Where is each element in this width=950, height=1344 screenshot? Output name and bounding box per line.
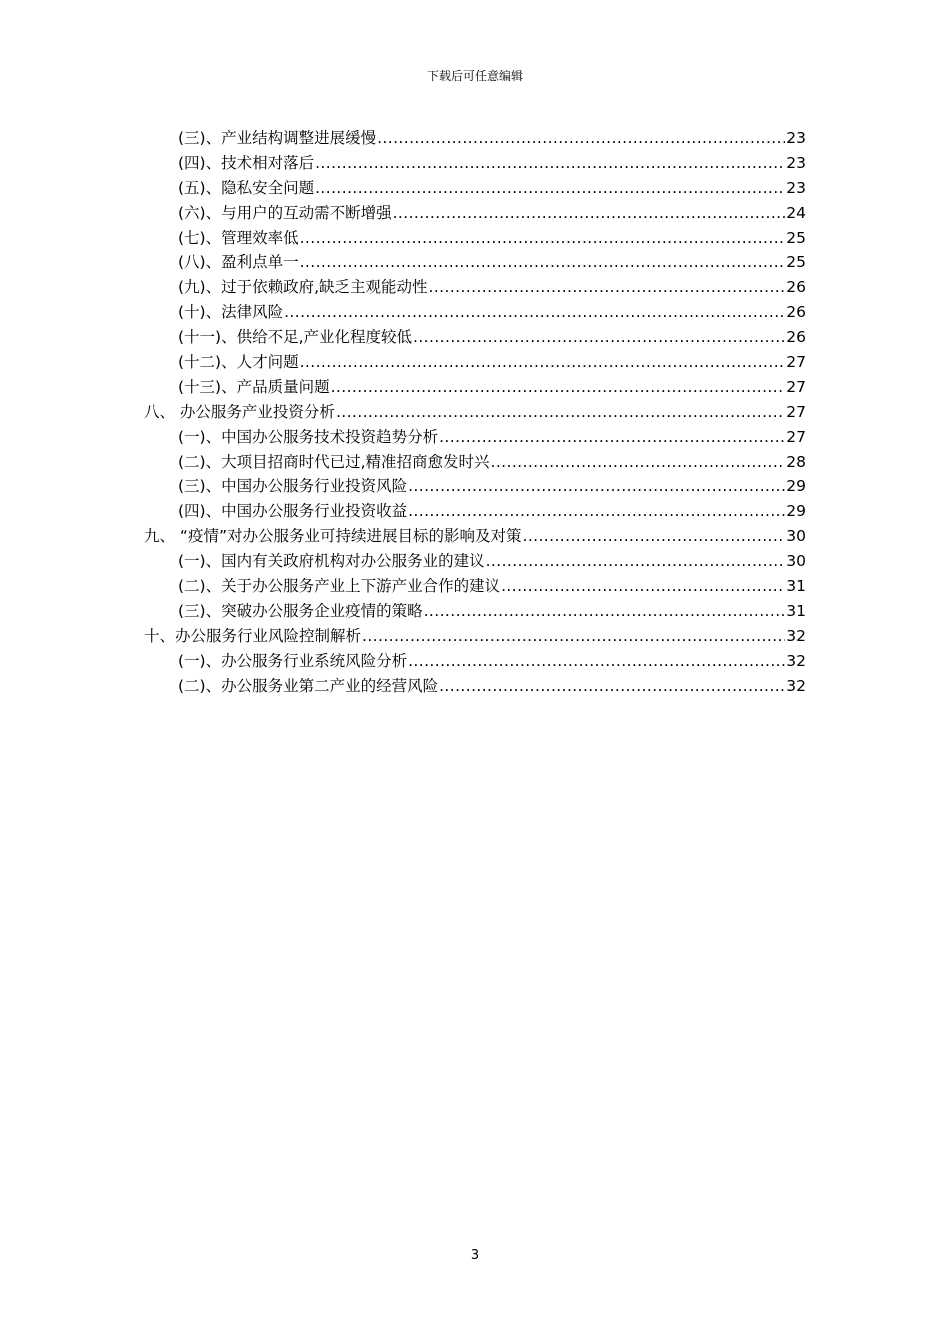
toc-dot-leader	[408, 649, 785, 674]
toc-entry-title: (一)、办公服务行业系统风险分析	[178, 651, 408, 670]
toc-entry-page: 26	[786, 278, 806, 297]
toc-dot-leader	[408, 474, 785, 499]
toc-entry-title: 八、 办公服务产业投资分析	[144, 402, 335, 421]
table-of-contents	[144, 126, 806, 698]
toc-entry-page: 27	[786, 377, 806, 396]
toc-entry-page: 31	[786, 577, 806, 596]
toc-entry[interactable]	[144, 275, 806, 300]
toc-entry-title: (三)、产业结构调整进展缓慢	[178, 129, 377, 147]
toc-entry-page: 23	[786, 129, 806, 147]
toc-entry-title: (一)、中国办公服务技术投资趋势分析	[178, 427, 439, 446]
toc-entry-title: (二)、大项目招商时代已过,精准招商愈发时兴	[178, 452, 490, 471]
toc-entry-title: (七)、管理效率低	[178, 228, 299, 247]
toc-dot-leader	[300, 250, 786, 275]
toc-dot-leader	[408, 499, 785, 524]
toc-entry-title: 九、 “疫情”对办公服务业可持续进展目标的影响及对策	[144, 527, 522, 546]
toc-entry-page: 23	[786, 153, 806, 172]
toc-entry-title: (五)、隐私安全问题	[178, 178, 315, 197]
toc-entry[interactable]	[144, 425, 806, 450]
toc-entry[interactable]	[144, 126, 806, 151]
toc-dot-leader	[501, 574, 785, 599]
toc-entry-title: (六)、与用户的互动需不断增强	[178, 203, 392, 222]
toc-dot-leader	[523, 524, 786, 549]
toc-dot-leader	[315, 151, 785, 176]
toc-dot-leader	[336, 400, 785, 425]
toc-dot-leader	[424, 599, 786, 624]
toc-entry-title: (二)、办公服务业第二产业的经营风险	[178, 676, 439, 695]
toc-entry-title: (十)、法律风险	[178, 303, 284, 322]
toc-entry[interactable]	[144, 674, 806, 699]
toc-entry[interactable]	[144, 624, 806, 649]
toc-entry-title: (九)、过于依赖政府,缺乏主观能动性	[178, 278, 428, 297]
toc-entry[interactable]	[144, 599, 806, 624]
toc-dot-leader	[284, 300, 785, 325]
toc-entry-page: 32	[786, 676, 806, 695]
toc-entry-page: 27	[786, 427, 806, 446]
toc-entry-page: 29	[786, 477, 806, 496]
toc-entry-title: (十二)、人才问题	[178, 353, 299, 372]
toc-dot-leader	[331, 375, 786, 400]
toc-entry[interactable]	[144, 226, 806, 251]
toc-entry[interactable]	[144, 201, 806, 226]
toc-entry[interactable]	[144, 300, 806, 325]
toc-entry-page: 30	[786, 527, 806, 546]
toc-entry-page: 26	[786, 328, 806, 347]
toc-entry-page: 24	[786, 203, 806, 222]
toc-entry[interactable]	[144, 151, 806, 176]
toc-entry[interactable]	[144, 176, 806, 201]
toc-entry-title: (二)、关于办公服务产业上下游产业合作的建议	[178, 577, 501, 596]
toc-entry-page: 27	[786, 353, 806, 372]
toc-entry-page: 29	[786, 502, 806, 521]
toc-entry-page: 31	[786, 601, 806, 620]
toc-entry-title: 十、办公服务行业风险控制解析	[144, 626, 362, 645]
toc-entry[interactable]	[144, 474, 806, 499]
page-header: 下载后可任意编辑	[426, 69, 523, 83]
toc-dot-leader	[362, 624, 785, 649]
toc-entry[interactable]	[144, 549, 806, 574]
toc-dot-leader	[300, 350, 786, 375]
toc-dot-leader	[413, 325, 785, 350]
toc-entry[interactable]	[144, 524, 806, 549]
toc-dot-leader	[429, 275, 786, 300]
toc-dot-leader	[491, 450, 786, 475]
toc-entry-title: (三)、突破办公服务企业疫情的策略	[178, 601, 423, 620]
toc-entry-title: (八)、盈利点单一	[178, 253, 299, 272]
toc-entry[interactable]	[144, 400, 806, 425]
toc-entry-page: 28	[786, 452, 806, 471]
toc-entry-page: 23	[786, 178, 806, 197]
toc-dot-leader	[300, 226, 786, 251]
toc-entry[interactable]	[144, 375, 806, 400]
toc-dot-leader	[486, 549, 786, 574]
toc-entry-page: 25	[786, 253, 806, 272]
toc-dot-leader	[439, 674, 785, 699]
toc-entry[interactable]	[144, 499, 806, 524]
toc-entry-page: 27	[786, 402, 806, 421]
toc-entry-page: 25	[786, 228, 806, 247]
toc-entry[interactable]	[144, 649, 806, 674]
page-number: 3	[470, 1248, 480, 1263]
toc-entry[interactable]	[144, 574, 806, 599]
toc-entry-page: 26	[786, 303, 806, 322]
toc-entry-title: (一)、国内有关政府机构对办公服务业的建议	[178, 552, 485, 571]
toc-entry-title: (四)、技术相对落后	[178, 153, 315, 172]
toc-dot-leader	[377, 126, 785, 151]
toc-dot-leader	[439, 425, 785, 450]
toc-dot-leader	[393, 201, 786, 226]
toc-entry[interactable]	[144, 250, 806, 275]
toc-entry-title: (四)、中国办公服务行业投资收益	[178, 502, 408, 521]
toc-entry[interactable]	[144, 450, 806, 475]
toc-entry-title: (三)、中国办公服务行业投资风险	[178, 477, 408, 496]
toc-entry-title: (十一)、供给不足,产业化程度较低	[178, 328, 413, 347]
toc-entry[interactable]	[144, 350, 806, 375]
toc-entry-page: 32	[786, 626, 806, 645]
toc-entry-title: (十三)、产品质量问题	[178, 377, 330, 396]
toc-entry-page: 32	[786, 651, 806, 670]
toc-dot-leader	[315, 176, 785, 201]
toc-entry-page: 30	[786, 552, 806, 571]
toc-entry[interactable]	[144, 325, 806, 350]
